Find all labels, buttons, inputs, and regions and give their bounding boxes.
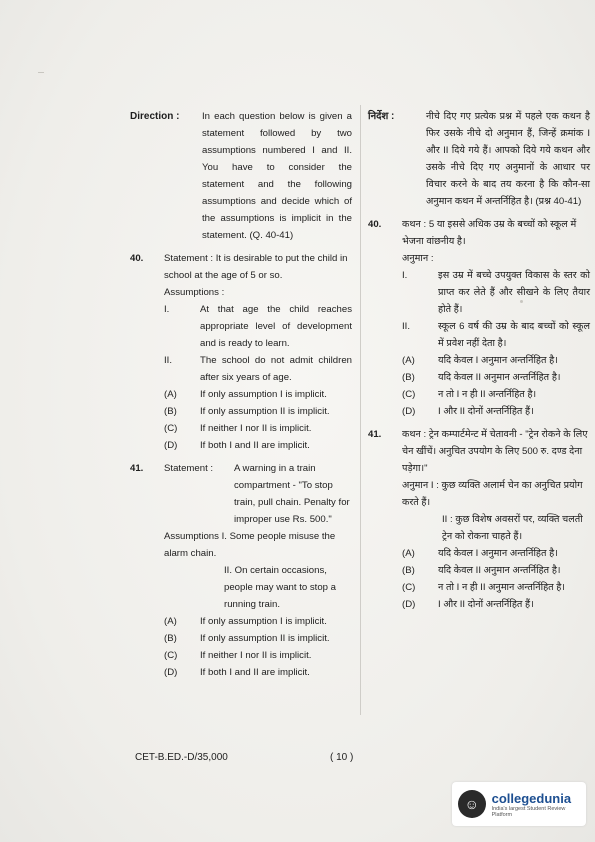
direction-block bbox=[130, 108, 352, 244]
option-d: (D) I और II दोनों अन्तर्निहित हैं। bbox=[402, 406, 534, 417]
collegedunia-logo[interactable] bbox=[452, 782, 586, 826]
option-c: (C) न तो I न ही II अनुमान अन्तर्निहित है। bbox=[402, 582, 566, 593]
option-d: (D) If both I and II are implicit. bbox=[164, 440, 310, 451]
hindi-column bbox=[368, 108, 590, 613]
option-d: (D) I और II दोनों अन्तर्निहित हैं। bbox=[402, 599, 534, 610]
question-number: 41. bbox=[130, 463, 144, 474]
option-a: (A) If only assumption I is implicit. bbox=[164, 389, 327, 400]
option-c: (C) न तो I न ही II अन्तर्निहित है। bbox=[402, 389, 537, 400]
page-number: ( 10 ) bbox=[330, 752, 354, 763]
option-c: (C) If neither I nor II is implicit. bbox=[164, 423, 312, 434]
statement-block bbox=[164, 460, 352, 528]
assumptions-label: Assumptions : bbox=[164, 287, 225, 298]
scan-mark bbox=[38, 72, 44, 73]
option-a: (A) यदि केवल I अनुमान अन्तर्निहित है। bbox=[402, 548, 558, 559]
direction-label: Direction : bbox=[130, 111, 180, 122]
direction-text: नीचे दिए गए प्रत्येक प्रश्न में पहले एक कथन है फिर उसके नीचे दो अनुमान हैं, जिन्हें क्रमांक I और II दिये गये हैं। आपको दिये गये कथन और उसके नीचे दिए गए अनुमानों के आधार पर विचार करने के बाद तय करना है कि कौन-सा अनुमान कथन में अन्तर्निहित है। (प्रश्न 40-41) bbox=[426, 111, 590, 207]
footer-code: CET-B.ED.-D/35,000 bbox=[135, 752, 228, 763]
assumption-2: II. स्कूल 6 वर्ष की उम्र के बाद बच्चों को स्कूल में प्रवेश नहीं देता है। bbox=[402, 321, 590, 349]
question-40-hindi bbox=[368, 216, 590, 420]
assumption-1: I. At that age the child reaches appropriate level of development and is ready to learn. bbox=[164, 304, 352, 349]
statement-text: कथन : ट्रेन कम्पार्टमेन्ट में चेतावनी - "ट्रेन रोकने के लिए चेन खींचें। अनुचित उपयोग के लिए 500 रु. दण्ड देना पड़ेगा।" bbox=[402, 429, 588, 474]
option-b: (B) If only assumption II is implicit. bbox=[164, 406, 330, 417]
logo-name: collegedunia bbox=[491, 790, 572, 806]
question-40 bbox=[130, 250, 352, 454]
option-a: (A) यदि केवल I अनुमान अन्तर्निहित है। bbox=[402, 355, 558, 366]
option-c: (C) If neither I nor II is implicit. bbox=[164, 650, 312, 661]
assumption-1: Assumptions I. Some people misuse the alarm chain. bbox=[164, 531, 336, 559]
option-d: (D) If both I and II are implicit. bbox=[164, 667, 310, 678]
question-number: 41. bbox=[368, 429, 382, 440]
assumption-2: II. On certain occasions, people may want to stop a running train. bbox=[224, 565, 336, 610]
direction-block-hindi bbox=[368, 108, 590, 210]
english-column bbox=[130, 108, 352, 681]
question-number: 40. bbox=[130, 253, 144, 264]
assumption-1: अनुमान I : कुछ व्यक्ति अलार्म चेन का अनुचित प्रयोग करते हैं। bbox=[402, 480, 583, 508]
assumption-2: II. The school do not admit children after six years of age. bbox=[164, 355, 352, 383]
mascot-icon: ☺ bbox=[458, 790, 486, 818]
direction-text: In each question below is given a statement followed by two assumptions numbered I and II. You have to consider the statement and the following assumptions and decide which of the assumptions is implicit in the statement. (Q. 40-41) bbox=[202, 111, 352, 241]
question-41-hindi bbox=[368, 426, 590, 613]
assumptions-label: अनुमान : bbox=[402, 253, 434, 264]
option-b: (B) यदि केवल II अनुमान अन्तर्निहित है। bbox=[402, 565, 561, 576]
direction-label: निर्देश : bbox=[368, 111, 395, 122]
statement-label: Statement : bbox=[164, 463, 214, 474]
statement-text: Statement : It is desirable to put the child in school at the age of 5 or so. bbox=[164, 253, 348, 281]
column-divider bbox=[360, 105, 361, 715]
assumption-1: I. इस उम्र में बच्चे उपयुक्त विकास के स्तर को प्राप्त कर लेते हैं और सीखने के लिए तैयार होते हैं। bbox=[402, 270, 590, 315]
assumption-2: II : कुछ विशेष अवसरों पर, व्यक्ति चलती ट्रेन को रोकना चाहते हैं। bbox=[442, 514, 583, 542]
question-41 bbox=[130, 460, 352, 681]
option-b: (B) यदि केवल II अनुमान अन्तर्निहित है। bbox=[402, 372, 561, 383]
logo-tagline: India's largest Student Review Platform bbox=[491, 805, 566, 818]
statement-text: A warning in a train compartment - "To stop train, pull chain. Penalty for improper use Rs. 500." bbox=[234, 463, 350, 525]
question-number: 40. bbox=[368, 219, 382, 230]
statement-text: कथन : 5 या इससे अधिक उम्र के बच्चों को स्कूल में भेजना वांछनीय है। bbox=[402, 219, 577, 247]
option-b: (B) If only assumption II is implicit. bbox=[164, 633, 330, 644]
option-a: (A) If only assumption I is implicit. bbox=[164, 616, 327, 627]
